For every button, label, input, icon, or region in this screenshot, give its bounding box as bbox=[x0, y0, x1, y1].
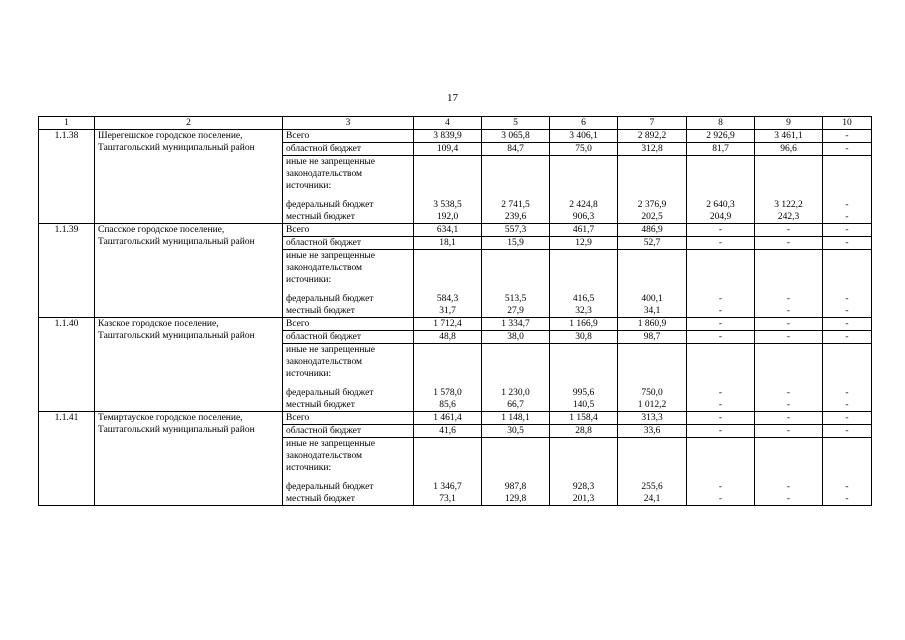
value-regional: - bbox=[823, 237, 872, 250]
header-cell: 9 bbox=[755, 117, 823, 130]
label-federal: федеральный бюджет bbox=[286, 482, 374, 492]
value-cell bbox=[550, 438, 618, 506]
value-local: - bbox=[718, 306, 723, 316]
value-local: 32,3 bbox=[575, 306, 592, 316]
spacer bbox=[621, 344, 683, 387]
value-total: 557,3 bbox=[482, 224, 550, 237]
value-federal: - bbox=[718, 388, 723, 398]
label-federal: федеральный бюджет bbox=[286, 388, 374, 398]
value-total: 1 166,9 bbox=[550, 318, 618, 331]
label-regional: областной бюджет bbox=[283, 331, 414, 344]
value-federal: 2 376,9 bbox=[637, 200, 667, 210]
label-federal: федеральный бюджет bbox=[286, 200, 374, 210]
value-total: 461,7 bbox=[550, 224, 618, 237]
value-total: 486,9 bbox=[618, 224, 687, 237]
value-cell bbox=[755, 438, 823, 506]
value-cell bbox=[823, 250, 872, 318]
value-regional: 48,8 bbox=[414, 331, 482, 344]
value-regional: 30,5 bbox=[482, 425, 550, 438]
spacer bbox=[553, 438, 614, 481]
spacer bbox=[417, 438, 478, 481]
spacer bbox=[690, 344, 751, 387]
label-total: Всего bbox=[283, 412, 414, 425]
value-federal: 928,3 bbox=[572, 482, 595, 492]
value-cell bbox=[823, 438, 872, 506]
spacer bbox=[286, 286, 410, 293]
value-cell bbox=[618, 344, 687, 412]
label-total: Всего bbox=[283, 318, 414, 331]
value-regional: - bbox=[823, 331, 872, 344]
spacer bbox=[826, 156, 868, 199]
value-federal: 584,3 bbox=[436, 294, 459, 304]
value-federal: 2 640,3 bbox=[706, 200, 735, 210]
label-regional: областной бюджет bbox=[283, 425, 414, 438]
value-local: - bbox=[845, 400, 849, 410]
other-sources-line: источники: bbox=[286, 369, 332, 379]
value-cell bbox=[755, 156, 823, 224]
value-total: - bbox=[687, 412, 755, 425]
value-local: - bbox=[845, 494, 849, 504]
value-local: - bbox=[786, 494, 791, 504]
value-local: 202,5 bbox=[641, 212, 663, 222]
value-local: 66,7 bbox=[507, 400, 524, 410]
value-federal: 513,5 bbox=[504, 294, 527, 304]
value-total: 2 926,9 bbox=[687, 130, 755, 143]
row-name: Спасское городское поселение, Таштагольский муниципальный район bbox=[95, 224, 283, 318]
row-code: 1.1.39 bbox=[39, 224, 95, 318]
value-regional: 84,7 bbox=[482, 143, 550, 156]
table-row bbox=[39, 224, 872, 237]
label-total: Всего bbox=[283, 224, 414, 237]
value-federal: - bbox=[786, 388, 791, 398]
value-federal: 1 346,7 bbox=[433, 482, 462, 492]
value-federal: 995,6 bbox=[572, 388, 595, 398]
value-federal: 987,8 bbox=[504, 482, 527, 492]
value-federal: - bbox=[845, 294, 849, 304]
other-sources-line: источники: bbox=[286, 181, 332, 191]
value-total: 3 406,1 bbox=[550, 130, 618, 143]
value-cell bbox=[414, 250, 482, 318]
row-code: 1.1.40 bbox=[39, 318, 95, 412]
value-local: 31,7 bbox=[439, 306, 456, 316]
value-total: 1 860,9 bbox=[618, 318, 687, 331]
value-total: - bbox=[687, 224, 755, 237]
value-regional: 28,8 bbox=[550, 425, 618, 438]
value-local: 73,1 bbox=[439, 494, 456, 504]
value-total: - bbox=[755, 318, 823, 331]
spacer bbox=[286, 474, 410, 481]
value-regional: 41,6 bbox=[414, 425, 482, 438]
spacer bbox=[485, 250, 546, 293]
spacer bbox=[286, 380, 410, 387]
value-local: 27,9 bbox=[507, 306, 524, 316]
value-regional: - bbox=[687, 237, 755, 250]
value-federal: 1 230,0 bbox=[501, 388, 530, 398]
header-row bbox=[39, 117, 872, 130]
value-cell bbox=[618, 250, 687, 318]
value-cell bbox=[414, 156, 482, 224]
header-cell: 7 bbox=[618, 117, 687, 130]
value-federal: 2 424,8 bbox=[569, 200, 598, 210]
value-total: 1 334,7 bbox=[482, 318, 550, 331]
table-row bbox=[39, 130, 872, 143]
spacer bbox=[621, 250, 683, 293]
label-other-sources bbox=[283, 156, 414, 224]
value-regional: 12,9 bbox=[550, 237, 618, 250]
value-total: 313,3 bbox=[618, 412, 687, 425]
value-regional: 81,7 bbox=[687, 143, 755, 156]
value-cell bbox=[618, 156, 687, 224]
page-number: 17 bbox=[447, 92, 458, 104]
value-regional: - bbox=[755, 237, 823, 250]
value-federal: - bbox=[718, 482, 723, 492]
value-federal: 416,5 bbox=[572, 294, 595, 304]
value-cell bbox=[550, 250, 618, 318]
value-federal: 2 741,5 bbox=[501, 200, 530, 210]
header-cell: 1 bbox=[39, 117, 95, 130]
value-federal: 3 122,2 bbox=[774, 200, 803, 210]
value-total: - bbox=[823, 318, 872, 331]
spacer bbox=[690, 156, 751, 199]
value-total: - bbox=[823, 130, 872, 143]
value-cell bbox=[482, 250, 550, 318]
value-cell bbox=[687, 344, 755, 412]
value-cell bbox=[414, 438, 482, 506]
value-federal: 3 538,5 bbox=[433, 200, 462, 210]
value-cell bbox=[687, 250, 755, 318]
value-local: 1 012,2 bbox=[637, 400, 667, 410]
row-name: Темиртауское городское поселение, Таштагольский муниципальный район bbox=[95, 412, 283, 506]
header-cell: 5 bbox=[482, 117, 550, 130]
label-other-sources bbox=[283, 438, 414, 506]
spacer bbox=[621, 156, 683, 199]
spacer bbox=[417, 156, 478, 199]
value-regional: - bbox=[823, 425, 872, 438]
spacer bbox=[553, 344, 614, 387]
value-local: - bbox=[718, 400, 723, 410]
value-cell bbox=[482, 438, 550, 506]
other-sources-line: законодательством bbox=[286, 357, 363, 367]
spacer bbox=[690, 250, 751, 293]
value-regional: - bbox=[687, 331, 755, 344]
value-federal: - bbox=[786, 482, 791, 492]
value-regional: - bbox=[755, 425, 823, 438]
label-local: местный бюджет bbox=[286, 212, 355, 222]
spacer bbox=[758, 438, 819, 481]
value-local: 85,6 bbox=[439, 400, 456, 410]
budget-table bbox=[38, 116, 872, 506]
value-total: - bbox=[687, 318, 755, 331]
value-local: - bbox=[786, 400, 791, 410]
value-regional: 18,1 bbox=[414, 237, 482, 250]
spacer bbox=[485, 438, 546, 481]
value-cell bbox=[823, 344, 872, 412]
spacer bbox=[417, 344, 478, 387]
table-row bbox=[39, 412, 872, 425]
row-code: 1.1.38 bbox=[39, 130, 95, 224]
value-total: 1 158,4 bbox=[550, 412, 618, 425]
label-local: местный бюджет bbox=[286, 306, 355, 316]
value-total: 3 065,8 bbox=[482, 130, 550, 143]
value-federal: - bbox=[845, 482, 849, 492]
label-regional: областной бюджет bbox=[283, 237, 414, 250]
other-sources-line: источники: bbox=[286, 463, 332, 473]
value-total: - bbox=[823, 412, 872, 425]
value-local: 34,1 bbox=[643, 306, 661, 316]
value-local: - bbox=[786, 306, 791, 316]
value-local: 129,8 bbox=[504, 494, 527, 504]
value-local: 192,0 bbox=[436, 212, 459, 222]
value-regional: 38,0 bbox=[482, 331, 550, 344]
other-sources-line: законодательством bbox=[286, 263, 363, 273]
value-cell bbox=[414, 344, 482, 412]
header-cell: 4 bbox=[414, 117, 482, 130]
value-regional: 109,4 bbox=[414, 143, 482, 156]
value-regional: 52,7 bbox=[618, 237, 687, 250]
header-cell: 2 bbox=[95, 117, 283, 130]
label-local: местный бюджет bbox=[286, 494, 355, 504]
row-name: Шерегешское городское поселение, Таштагольский муниципальный район bbox=[95, 130, 283, 224]
spacer bbox=[758, 250, 819, 293]
label-other-sources bbox=[283, 344, 414, 412]
value-local: 140,5 bbox=[572, 400, 595, 410]
value-total: 1 461,4 bbox=[414, 412, 482, 425]
label-other-sources bbox=[283, 250, 414, 318]
value-cell bbox=[482, 344, 550, 412]
label-local: местный бюджет bbox=[286, 400, 355, 410]
spacer bbox=[417, 250, 478, 293]
value-cell bbox=[755, 344, 823, 412]
value-regional: 96,6 bbox=[755, 143, 823, 156]
value-total: - bbox=[755, 224, 823, 237]
value-regional: 75,0 bbox=[550, 143, 618, 156]
value-cell bbox=[550, 156, 618, 224]
value-federal: - bbox=[786, 294, 791, 304]
value-cell bbox=[755, 250, 823, 318]
value-local: 24,1 bbox=[643, 494, 661, 504]
value-local: 201,3 bbox=[572, 494, 595, 504]
value-cell bbox=[687, 156, 755, 224]
header-cell: 8 bbox=[687, 117, 755, 130]
value-cell bbox=[687, 438, 755, 506]
value-regional: 312,8 bbox=[618, 143, 687, 156]
value-federal: - bbox=[718, 294, 723, 304]
spacer bbox=[485, 344, 546, 387]
value-federal: 750,0 bbox=[641, 388, 663, 398]
value-total: 1 148,1 bbox=[482, 412, 550, 425]
other-sources-line: иные не запрещенные bbox=[286, 439, 376, 449]
value-total: 3 839,9 bbox=[414, 130, 482, 143]
spacer bbox=[690, 438, 751, 481]
value-local: 242,3 bbox=[777, 212, 800, 222]
label-total: Всего bbox=[283, 130, 414, 143]
other-sources-line: иные не запрещенные bbox=[286, 251, 376, 261]
other-sources-line: законодательством bbox=[286, 169, 363, 179]
spacer bbox=[826, 250, 868, 293]
value-total: 634,1 bbox=[414, 224, 482, 237]
value-regional: - bbox=[687, 425, 755, 438]
spacer bbox=[621, 438, 683, 481]
value-regional: 33,6 bbox=[618, 425, 687, 438]
other-sources-line: иные не запрещенные bbox=[286, 157, 376, 167]
spacer bbox=[553, 250, 614, 293]
header-cell: 10 bbox=[823, 117, 872, 130]
value-regional: - bbox=[823, 143, 872, 156]
value-regional: 98,7 bbox=[618, 331, 687, 344]
spacer bbox=[485, 156, 546, 199]
value-total: 3 461,1 bbox=[755, 130, 823, 143]
other-sources-line: источники: bbox=[286, 275, 332, 285]
row-code: 1.1.41 bbox=[39, 412, 95, 506]
other-sources-line: иные не запрещенные bbox=[286, 345, 376, 355]
value-regional: 30,8 bbox=[550, 331, 618, 344]
value-cell bbox=[482, 156, 550, 224]
value-federal: 1 578,0 bbox=[433, 388, 462, 398]
spacer bbox=[758, 156, 819, 199]
spacer bbox=[826, 344, 868, 387]
value-cell bbox=[618, 438, 687, 506]
label-federal: федеральный бюджет bbox=[286, 294, 374, 304]
spacer bbox=[286, 192, 410, 199]
spacer bbox=[826, 438, 868, 481]
value-total: - bbox=[755, 412, 823, 425]
value-cell bbox=[823, 156, 872, 224]
value-local: - bbox=[845, 306, 849, 316]
value-local: - bbox=[718, 494, 723, 504]
label-regional: областной бюджет bbox=[283, 143, 414, 156]
value-local: 906,3 bbox=[572, 212, 595, 222]
spacer bbox=[758, 344, 819, 387]
spacer bbox=[553, 156, 614, 199]
value-federal: 400,1 bbox=[641, 294, 663, 304]
value-local: 204,9 bbox=[709, 212, 732, 222]
table-row bbox=[39, 318, 872, 331]
value-regional: - bbox=[755, 331, 823, 344]
value-local: - bbox=[845, 212, 849, 222]
row-name: Казское городское поселение, Таштагольский муниципальный район bbox=[95, 318, 283, 412]
value-regional: 15,9 bbox=[482, 237, 550, 250]
value-federal: - bbox=[845, 388, 849, 398]
value-federal: 255,6 bbox=[641, 482, 663, 492]
value-federal: - bbox=[845, 200, 849, 210]
other-sources-line: законодательством bbox=[286, 451, 363, 461]
value-total: 1 712,4 bbox=[414, 318, 482, 331]
header-cell: 6 bbox=[550, 117, 618, 130]
header-cell: 3 bbox=[283, 117, 414, 130]
value-total: 2 892,2 bbox=[618, 130, 687, 143]
value-local: 239,6 bbox=[504, 212, 527, 222]
value-cell bbox=[550, 344, 618, 412]
value-total: - bbox=[823, 224, 872, 237]
